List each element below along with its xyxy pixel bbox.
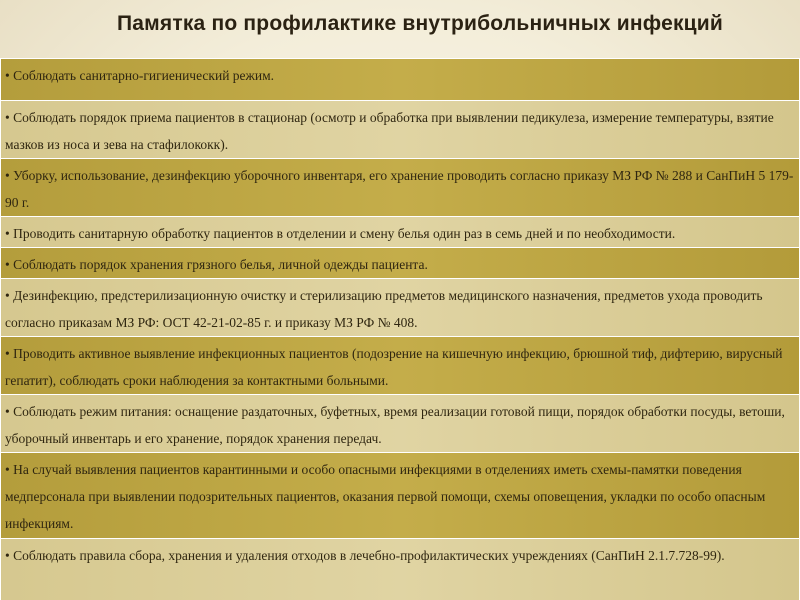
table-row [1, 159, 800, 217]
table-row [1, 337, 800, 395]
table-row [1, 453, 800, 539]
table-cell: • Соблюдать порядок хранения грязного белья, личной одежды пациента. [1, 248, 800, 279]
table-cell: • Соблюдать порядок приема пациентов в стационар (осмотр и обработка при выявлении педикулеза, измерение температуры, взятие мазков из носа и зева на стафилококк). [1, 101, 800, 159]
table-cell: • На случай выявления пациентов карантинными и особо опасными инфекциями в отделениях иметь схемы-памятки поведения медперсонала при выявлении подозрительных пациентов, оказания первой помощи, схемы оповещения, укладки по особо опасным инфекциям. [1, 453, 800, 539]
table-row [1, 539, 800, 600]
page-title: Памятка по профилактике внутрибольничных инфекций [117, 12, 723, 35]
table-row [1, 279, 800, 337]
table-row [1, 101, 800, 159]
table-cell: • Проводить санитарную обработку пациентов в отделении и смену белья один раз в семь дней и по необходимости. [1, 217, 800, 248]
table-row [1, 248, 800, 279]
table-cell: • Проводить активное выявление инфекционных пациентов (подозрение на кишечную инфекцию, брюшной тиф, дифтерию, вирусный гепатит), соблюдать сроки наблюдения за контактными больными. [1, 337, 800, 395]
table-row [1, 395, 800, 453]
table-row [1, 217, 800, 248]
table-cell: • Соблюдать санитарно-гигиенический режим. [1, 59, 800, 101]
table-cell: • Уборку, использование, дезинфекцию уборочного инвентаря, его хранение проводить согласно приказу МЗ РФ № 288 и СанПиН 5 179-90 г. [1, 159, 800, 217]
table-cell: • Соблюдать правила сбора, хранения и удаления отходов в лечебно-профилактических учреждениях (СанПиН 2.1.7.728-99). [1, 539, 800, 600]
table-cell: • Соблюдать режим питания: оснащение раздаточных, буфетных, время реализации готовой пищи, порядок обработки посуды, ветоши, уборочный инвентарь и его хранение, порядок хранения передач. [1, 395, 800, 453]
memo-table [0, 58, 800, 600]
table-row [1, 59, 800, 101]
table-cell: • Дезинфекцию, предстерилизационную очистку и стерилизацию предметов медицинского назначения, предметов ухода проводить согласно приказам МЗ РФ: ОСТ 42-21-02-85 г. и приказу МЗ РФ № 408. [1, 279, 800, 337]
